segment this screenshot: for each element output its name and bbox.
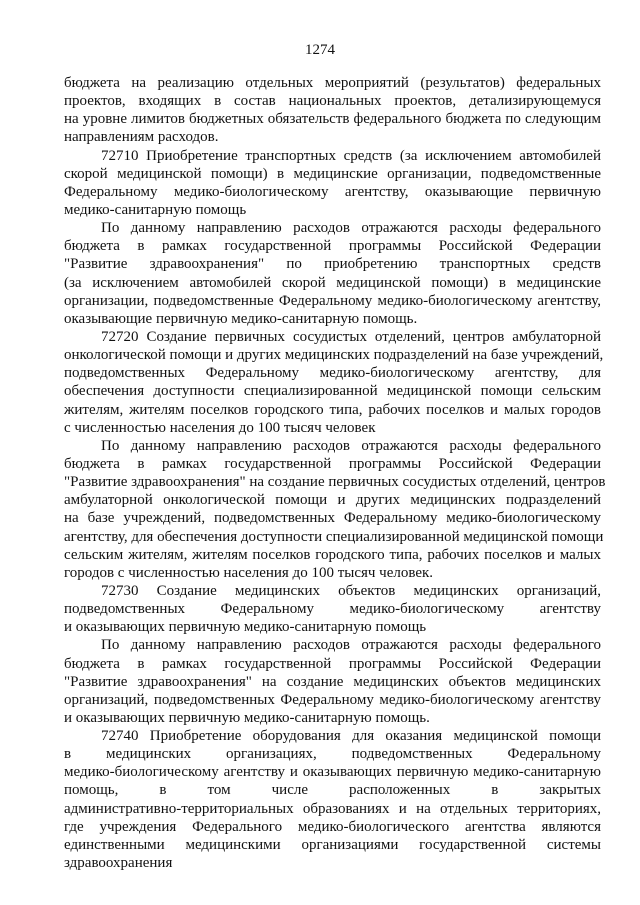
text-line: оказывающие первичную медико-санитарную помощь. [64, 310, 418, 327]
text-line: на уровне лимитов бюджетных обязательств федерального бюджета по следующим [64, 111, 601, 128]
paragraph-code-72720 [64, 328, 604, 437]
text-line: здравоохранения [64, 855, 173, 872]
text-line: подведомственных Федеральному медико-биологическому агентству, для [64, 365, 601, 382]
text-line: с численностью населения до 100 тысяч человек [64, 419, 376, 436]
paragraph-code-72730 [64, 582, 601, 636]
text-line: "Развитие здравоохранения" по приобретению транспортных средств [64, 256, 601, 273]
text-line: 72730 Создание медицинских объектов медицинских организаций, [101, 582, 601, 599]
text-line: помощь, в том числе расположенных в закрытых [64, 782, 601, 799]
text-line: По данному направлению расходов отражаются расходы федерального [101, 220, 601, 237]
text-line: направлениям расходов. [64, 129, 219, 146]
text-line: и оказывающих первичную медико-санитарную помощь [64, 619, 427, 636]
paragraph-desc-72720 [64, 437, 606, 582]
text-line: где учреждения Федерального медико-биологического агентства являются [64, 818, 601, 835]
text-line: единственными медицинскими организациями государственной системы [64, 836, 601, 853]
text-line: Федеральному медико-биологическому агентству, оказывающие первичную [64, 183, 601, 200]
text-line: бюджета в рамках государственной программы Российской Федерации [64, 455, 601, 472]
text-line: проектов, входящих в состав национальных проектов, детализирующемуся [64, 93, 601, 110]
text-line: городов с численностью населения до 100 тысяч человек. [64, 564, 434, 581]
text-line: скорой медицинской помощи) в медицинские организации, подведомственные [64, 165, 601, 182]
text-line: бюджета в рамках государственной программы Российской Федерации [64, 655, 601, 672]
text-line: бюджета на реализацию отдельных мероприятий (результатов) федеральных [64, 75, 601, 91]
text-line: жителям, жителям поселков городского типа, рабочих поселков и малых городов [64, 401, 601, 418]
text-line: организаций, подведомственных Федеральному медико-биологическому агентству [64, 691, 601, 708]
text-line: медико-биологическому агентству и оказывающих первичную медико-санитарную [64, 764, 601, 781]
text-line: медико-санитарную помощь [64, 201, 247, 218]
text-line: бюджета в рамках государственной программы Российской Федерации [64, 238, 601, 255]
text-line: административно-территориальных образованиях и на отдельных территориях, [64, 800, 601, 817]
text-line: подведомственных Федеральному медико-биологическому агентству [64, 601, 601, 618]
page-number: 1274 [305, 42, 335, 58]
paragraph-code-72710 [64, 147, 601, 220]
text-line: обеспечения доступности специализированной медицинской помощи сельским [64, 383, 601, 400]
text-line: сельским жителям, жителям поселков городского типа, рабочих поселков и малых [64, 546, 601, 563]
paragraph-desc-72710 [64, 219, 601, 328]
document-body [64, 74, 606, 872]
text-line: на базе учреждений, подведомственных Федеральному медико-биологическому [64, 510, 601, 527]
text-line: 72720 Создание первичных сосудистых отделений, центров амбулаторной [101, 328, 601, 345]
text-line: и оказывающих первичную медико-санитарную помощь. [64, 709, 430, 726]
paragraph-intro [64, 74, 601, 147]
text-line: По данному направлению расходов отражаются расходы федерального [101, 637, 601, 654]
text-line: организации, подведомственные Федеральному медико-биологическому агентству, [64, 292, 601, 309]
text-line: По данному направлению расходов отражаются расходы федерального [101, 437, 601, 454]
text-line: (за исключением автомобилей скорой медицинской помощи) в медицинские [64, 274, 601, 291]
text-line: "Развитие здравоохранения" на создание первичных сосудистых отделений, центров [64, 474, 606, 491]
text-line: 72740 Приобретение оборудования для оказания медицинской помощи [101, 728, 601, 745]
text-line: агентству, для обеспечения доступности специализированной медицинской помощи [64, 528, 604, 545]
text-line: в медицинских организациях, подведомственных Федеральному [64, 746, 601, 763]
paragraph-desc-72730 [64, 636, 601, 727]
text-line: онкологической помощи и других медицинских подразделений на базе учреждений, [64, 347, 604, 364]
text-line: "Развитие здравоохранения" на создание медицинских объектов медицинских [64, 673, 601, 690]
text-line: амбулаторной онкологической помощи и других медицинских подразделений [64, 492, 601, 509]
paragraph-code-72740 [64, 727, 601, 872]
text-line: 72710 Приобретение транспортных средств (за исключением автомобилей [101, 147, 601, 164]
